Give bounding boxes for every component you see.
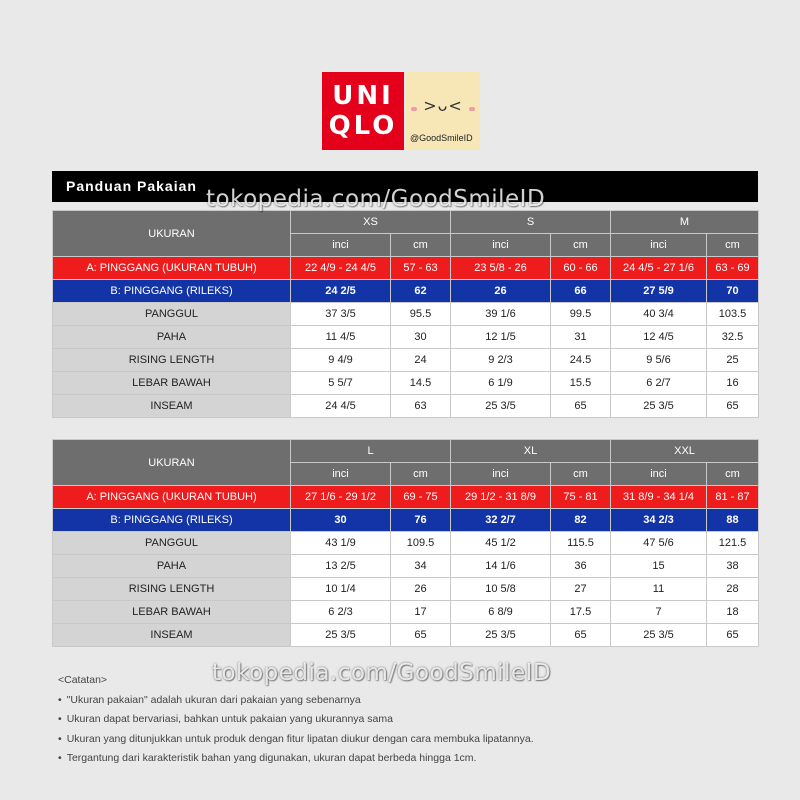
size-header: L bbox=[291, 440, 451, 463]
cell-value: 76 bbox=[391, 509, 451, 532]
row-label: LEBAR BAWAH bbox=[53, 372, 291, 395]
cell-value: 62 bbox=[391, 280, 451, 303]
unit-header: cm bbox=[391, 463, 451, 486]
unit-header: inci bbox=[451, 463, 551, 486]
cell-value: 65 bbox=[707, 395, 759, 418]
header-ukuran: UKURAN bbox=[53, 440, 291, 486]
table-row bbox=[53, 257, 759, 280]
cell-value: 65 bbox=[391, 624, 451, 647]
cheek-right bbox=[469, 107, 475, 111]
cell-value: 39 1/6 bbox=[451, 303, 551, 326]
note-item: • Tergantung dari karakteristik bahan yang digunakan, ukuran dapat berbeda hingga 1cm. bbox=[58, 749, 534, 769]
cell-value: 115.5 bbox=[551, 532, 611, 555]
cell-value: 27 5/9 bbox=[611, 280, 707, 303]
cell-value: 88 bbox=[707, 509, 759, 532]
size-header: XS bbox=[291, 211, 451, 234]
cell-value: 24 4/5 - 27 1/6 bbox=[611, 257, 707, 280]
unit-header: cm bbox=[707, 234, 759, 257]
row-label: PANGGUL bbox=[53, 532, 291, 555]
unit-header: cm bbox=[707, 463, 759, 486]
unit-header: inci bbox=[611, 234, 707, 257]
cell-value: 47 5/6 bbox=[611, 532, 707, 555]
row-label: RISING LENGTH bbox=[53, 578, 291, 601]
smile-face-icon bbox=[411, 96, 475, 115]
size-header: S bbox=[451, 211, 611, 234]
cell-value: 40 3/4 bbox=[611, 303, 707, 326]
note-item: • "Ukuran pakaian" adalah ukuran dari pakaian yang sebenarnya bbox=[58, 691, 534, 711]
cell-value: 18 bbox=[707, 601, 759, 624]
cell-value: 28 bbox=[707, 578, 759, 601]
cell-value: 23 5/8 - 26 bbox=[451, 257, 551, 280]
notes-heading: <Catatan> bbox=[58, 674, 108, 686]
cell-value: 31 8/9 - 34 1/4 bbox=[611, 486, 707, 509]
cell-value: 25 bbox=[707, 349, 759, 372]
cell-value: 12 4/5 bbox=[611, 326, 707, 349]
cell-value: 6 2/3 bbox=[291, 601, 391, 624]
cell-value: 24 2/5 bbox=[291, 280, 391, 303]
cell-value: 16 bbox=[707, 372, 759, 395]
cell-value: 27 1/6 - 29 1/2 bbox=[291, 486, 391, 509]
cell-value: 38 bbox=[707, 555, 759, 578]
size-table-2 bbox=[52, 439, 759, 647]
cell-value: 7 bbox=[611, 601, 707, 624]
cell-value: 32.5 bbox=[707, 326, 759, 349]
cell-value: 24 4/5 bbox=[291, 395, 391, 418]
cell-value: 69 - 75 bbox=[391, 486, 451, 509]
cell-value: 70 bbox=[707, 280, 759, 303]
cell-value: 43 1/9 bbox=[291, 532, 391, 555]
unit-header: inci bbox=[451, 234, 551, 257]
cell-value: 27 bbox=[551, 578, 611, 601]
cell-value: 12 1/5 bbox=[451, 326, 551, 349]
row-label: B: PINGGANG (RILEKS) bbox=[53, 280, 291, 303]
cell-value: 24 bbox=[391, 349, 451, 372]
row-label: INSEAM bbox=[53, 624, 291, 647]
cell-value: 45 1/2 bbox=[451, 532, 551, 555]
cell-value: 99.5 bbox=[551, 303, 611, 326]
cell-value: 66 bbox=[551, 280, 611, 303]
cell-value: 60 - 66 bbox=[551, 257, 611, 280]
cell-value: 10 1/4 bbox=[291, 578, 391, 601]
logo-group bbox=[322, 72, 480, 150]
cell-value: 15 bbox=[611, 555, 707, 578]
table-row bbox=[53, 509, 759, 532]
cell-value: 121.5 bbox=[707, 532, 759, 555]
cell-value: 32 2/7 bbox=[451, 509, 551, 532]
cell-value: 25 3/5 bbox=[611, 395, 707, 418]
table-row bbox=[53, 532, 759, 555]
watermark-bottom: tokopedia.com/GoodSmileID bbox=[212, 660, 552, 686]
unit-header: inci bbox=[291, 234, 391, 257]
cell-value: 25 3/5 bbox=[291, 624, 391, 647]
shop-handle: @GoodSmileID bbox=[410, 133, 473, 143]
cell-value: 26 bbox=[391, 578, 451, 601]
header-row-sizes bbox=[53, 440, 759, 463]
cell-value: 17 bbox=[391, 601, 451, 624]
watermark-top: tokopedia.com/GoodSmileID bbox=[206, 186, 546, 212]
cell-value: 26 bbox=[451, 280, 551, 303]
size-header: M bbox=[611, 211, 759, 234]
cell-value: 22 4/9 - 24 4/5 bbox=[291, 257, 391, 280]
cell-value: 81 - 87 bbox=[707, 486, 759, 509]
cell-value: 109.5 bbox=[391, 532, 451, 555]
cell-value: 9 4/9 bbox=[291, 349, 391, 372]
row-label: INSEAM bbox=[53, 395, 291, 418]
note-item: • Ukuran yang ditunjukkan untuk produk dengan fitur lipatan diukur dengan cara membuka lipatannya. bbox=[58, 730, 534, 750]
cell-value: 36 bbox=[551, 555, 611, 578]
cell-value: 6 8/9 bbox=[451, 601, 551, 624]
cell-value: 11 4/5 bbox=[291, 326, 391, 349]
cell-value: 37 3/5 bbox=[291, 303, 391, 326]
row-label: A: PINGGANG (UKURAN TUBUH) bbox=[53, 486, 291, 509]
cell-value: 9 2/3 bbox=[451, 349, 551, 372]
cell-value: 29 1/2 - 31 8/9 bbox=[451, 486, 551, 509]
table-row bbox=[53, 349, 759, 372]
cell-value: 14 1/6 bbox=[451, 555, 551, 578]
cell-value: 63 - 69 bbox=[707, 257, 759, 280]
cell-value: 75 - 81 bbox=[551, 486, 611, 509]
cell-value: 65 bbox=[551, 395, 611, 418]
table-row bbox=[53, 395, 759, 418]
unit-header: cm bbox=[391, 234, 451, 257]
cheek-left bbox=[411, 107, 417, 111]
cell-value: 65 bbox=[707, 624, 759, 647]
row-label: A: PINGGANG (UKURAN TUBUH) bbox=[53, 257, 291, 280]
shop-badge bbox=[406, 72, 480, 150]
notes-section bbox=[58, 671, 534, 769]
row-label: PAHA bbox=[53, 326, 291, 349]
uniqlo-logo bbox=[322, 72, 404, 150]
cell-value: 82 bbox=[551, 509, 611, 532]
cell-value: 25 3/5 bbox=[451, 624, 551, 647]
table-row bbox=[53, 326, 759, 349]
cell-value: 5 5/7 bbox=[291, 372, 391, 395]
table-row bbox=[53, 486, 759, 509]
cell-value: 31 bbox=[551, 326, 611, 349]
cell-value: 34 bbox=[391, 555, 451, 578]
table-row bbox=[53, 372, 759, 395]
table-row bbox=[53, 280, 759, 303]
cell-value: 95.5 bbox=[391, 303, 451, 326]
cell-value: 24.5 bbox=[551, 349, 611, 372]
row-label: PANGGUL bbox=[53, 303, 291, 326]
cell-value: 14.5 bbox=[391, 372, 451, 395]
table-row bbox=[53, 555, 759, 578]
unit-header: cm bbox=[551, 463, 611, 486]
row-label: B: PINGGANG (RILEKS) bbox=[53, 509, 291, 532]
row-label: PAHA bbox=[53, 555, 291, 578]
cell-value: 30 bbox=[291, 509, 391, 532]
cell-value: 57 - 63 bbox=[391, 257, 451, 280]
cell-value: 63 bbox=[391, 395, 451, 418]
cell-value: 17.5 bbox=[551, 601, 611, 624]
table-row bbox=[53, 624, 759, 647]
cell-value: 6 2/7 bbox=[611, 372, 707, 395]
logo-line-2: QLO bbox=[328, 111, 398, 141]
size-table-1 bbox=[52, 210, 759, 418]
size-header: XXL bbox=[611, 440, 759, 463]
cell-value: 30 bbox=[391, 326, 451, 349]
header-row-sizes bbox=[53, 211, 759, 234]
cell-value: 34 2/3 bbox=[611, 509, 707, 532]
table-row bbox=[53, 578, 759, 601]
header-ukuran: UKURAN bbox=[53, 211, 291, 257]
cell-value: 6 1/9 bbox=[451, 372, 551, 395]
smile-face-text: >ᴗ< bbox=[423, 96, 463, 115]
unit-header: inci bbox=[611, 463, 707, 486]
cell-value: 65 bbox=[551, 624, 611, 647]
unit-header: cm bbox=[551, 234, 611, 257]
cell-value: 103.5 bbox=[707, 303, 759, 326]
row-label: LEBAR BAWAH bbox=[53, 601, 291, 624]
page-title: Panduan Pakaian bbox=[52, 171, 758, 202]
unit-header: inci bbox=[291, 463, 391, 486]
table-row bbox=[53, 303, 759, 326]
size-header: XL bbox=[451, 440, 611, 463]
table-row bbox=[53, 601, 759, 624]
cell-value: 9 5/6 bbox=[611, 349, 707, 372]
cell-value: 13 2/5 bbox=[291, 555, 391, 578]
logo-line-1: UNI bbox=[332, 81, 394, 111]
note-item: • Ukuran dapat bervariasi, bahkan untuk pakaian yang ukurannya sama bbox=[58, 710, 534, 730]
row-label: RISING LENGTH bbox=[53, 349, 291, 372]
cell-value: 25 3/5 bbox=[451, 395, 551, 418]
cell-value: 15.5 bbox=[551, 372, 611, 395]
cell-value: 10 5/8 bbox=[451, 578, 551, 601]
cell-value: 11 bbox=[611, 578, 707, 601]
cell-value: 25 3/5 bbox=[611, 624, 707, 647]
